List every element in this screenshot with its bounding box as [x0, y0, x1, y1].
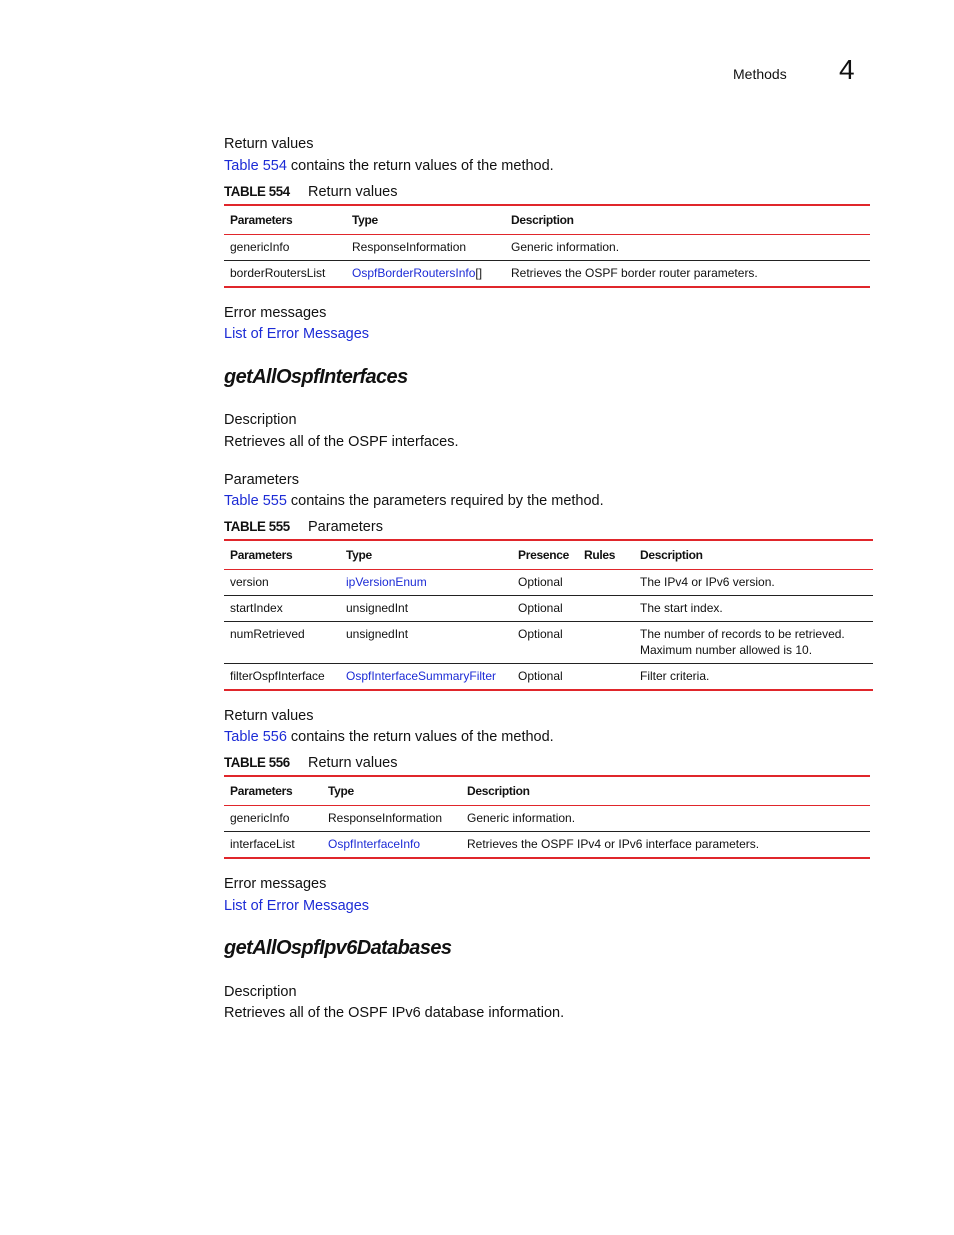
- running-header-section: Methods: [733, 66, 787, 82]
- description-cell: Generic information.: [511, 240, 620, 254]
- type-cell: [340, 570, 512, 596]
- parameters-intro: [224, 493, 604, 509]
- table-header-row: [224, 776, 870, 806]
- type-cell: unsignedInt: [346, 601, 409, 615]
- description-line: The number of records to be retrieved.: [640, 627, 845, 641]
- table-row: [224, 570, 873, 596]
- table-555-title: Parameters: [308, 519, 383, 535]
- error-messages-heading: Error messages: [224, 305, 327, 321]
- type-suffix: []: [475, 266, 483, 280]
- table-row: [224, 832, 870, 858]
- table-row: [224, 622, 873, 664]
- chapter-number: 4: [839, 54, 855, 85]
- description-heading: Description: [224, 412, 297, 428]
- parameters-heading: Parameters: [224, 472, 299, 488]
- parameters-text: contains the parameters required by the method.: [286, 493, 604, 509]
- type-cell: unsignedInt: [346, 627, 409, 641]
- table-row: [224, 261, 870, 287]
- description-cell: The IPv4 or IPv6 version.: [640, 575, 775, 589]
- description-cell: Generic information.: [467, 811, 576, 825]
- error-messages-heading: Error messages: [224, 876, 327, 892]
- table-556: [224, 775, 870, 859]
- table-row: [224, 806, 870, 832]
- col-header-description: Description: [511, 213, 574, 227]
- description-cell: [634, 622, 873, 664]
- return-values-text: contains the return values of the method.: [286, 729, 554, 745]
- presence-cell: Optional: [518, 669, 563, 683]
- type-cell: [340, 664, 512, 690]
- error-messages-link[interactable]: List of Error Messages: [224, 326, 370, 342]
- description-line: Maximum number allowed is 10.: [640, 643, 813, 657]
- description-heading: Description: [224, 984, 297, 1000]
- table-row: [224, 664, 873, 690]
- presence-cell: Optional: [518, 575, 563, 589]
- type-cell: ResponseInformation: [352, 240, 467, 254]
- table-556-link[interactable]: Table 556: [224, 729, 287, 745]
- method-title: getAllOspfInterfaces: [224, 366, 408, 388]
- param-cell: version: [230, 575, 269, 589]
- table-554-caption: [224, 183, 397, 200]
- table-header-row: [224, 205, 870, 235]
- type-cell: ResponseInformation: [328, 811, 443, 825]
- type-cell: [346, 261, 505, 287]
- description-text: Retrieves all of the OSPF IPv6 database information.: [224, 1005, 565, 1021]
- description-cell: Retrieves the OSPF border router parameters.: [511, 266, 758, 280]
- table-554-title: Return values: [308, 184, 398, 200]
- table-555-caption: [224, 518, 383, 535]
- table-554-number: TABLE 554: [224, 183, 290, 199]
- param-cell: numRetrieved: [230, 627, 305, 641]
- table-555-link[interactable]: Table 555: [224, 493, 287, 509]
- table-556-title: Return values: [308, 755, 398, 771]
- table-554: [224, 204, 870, 288]
- table-556-caption: [224, 754, 397, 771]
- table-row: [224, 596, 873, 622]
- method-title: getAllOspfIpv6Databases: [224, 937, 452, 959]
- col-header-description: Description: [640, 548, 703, 562]
- col-header-parameters: Parameters: [230, 213, 293, 227]
- param-cell: interfaceList: [230, 837, 295, 851]
- col-header-type: Type: [328, 784, 354, 798]
- presence-cell: Optional: [518, 601, 563, 615]
- description-cell: Retrieves the OSPF IPv4 or IPv6 interface parameters.: [467, 837, 760, 851]
- table-554-link[interactable]: Table 554: [224, 158, 287, 174]
- table-556-number: TABLE 556: [224, 754, 290, 770]
- description-cell: The start index.: [640, 601, 723, 615]
- return-values-heading: Return values: [224, 708, 314, 724]
- return-values-text: contains the return values of the method.: [286, 158, 554, 174]
- return-values-intro: [224, 729, 554, 745]
- param-cell: genericInfo: [230, 811, 290, 825]
- param-cell: startIndex: [230, 601, 283, 615]
- presence-cell: Optional: [518, 627, 563, 641]
- param-cell: borderRoutersList: [230, 266, 326, 280]
- rules-cell: [578, 664, 634, 690]
- col-header-presence: Presence: [518, 548, 569, 562]
- table-header-row: [224, 540, 873, 570]
- return-values-intro: [224, 158, 554, 174]
- table-row: [224, 235, 870, 261]
- table-555: [224, 539, 873, 691]
- col-header-type: Type: [352, 213, 378, 227]
- type-link[interactable]: OspfBorderRoutersInfo: [352, 266, 476, 280]
- rules-cell: [578, 622, 634, 664]
- type-cell: [322, 832, 461, 858]
- type-link[interactable]: ipVersionEnum: [346, 575, 427, 589]
- description-text: Retrieves all of the OSPF interfaces.: [224, 434, 459, 450]
- col-header-description: Description: [467, 784, 530, 798]
- return-values-heading: Return values: [224, 136, 314, 152]
- col-header-parameters: Parameters: [230, 548, 293, 562]
- param-cell: filterOspfInterface: [230, 669, 325, 683]
- rules-cell: [578, 570, 634, 596]
- rules-cell: [578, 596, 634, 622]
- table-555-number: TABLE 555: [224, 518, 290, 534]
- description-cell: Filter criteria.: [640, 669, 710, 683]
- col-header-type: Type: [346, 548, 372, 562]
- type-link[interactable]: OspfInterfaceSummaryFilter: [346, 669, 497, 683]
- col-header-parameters: Parameters: [230, 784, 293, 798]
- type-link[interactable]: OspfInterfaceInfo: [328, 837, 421, 851]
- param-cell: genericInfo: [230, 240, 290, 254]
- error-messages-link[interactable]: List of Error Messages: [224, 898, 370, 914]
- col-header-rules: Rules: [584, 548, 616, 562]
